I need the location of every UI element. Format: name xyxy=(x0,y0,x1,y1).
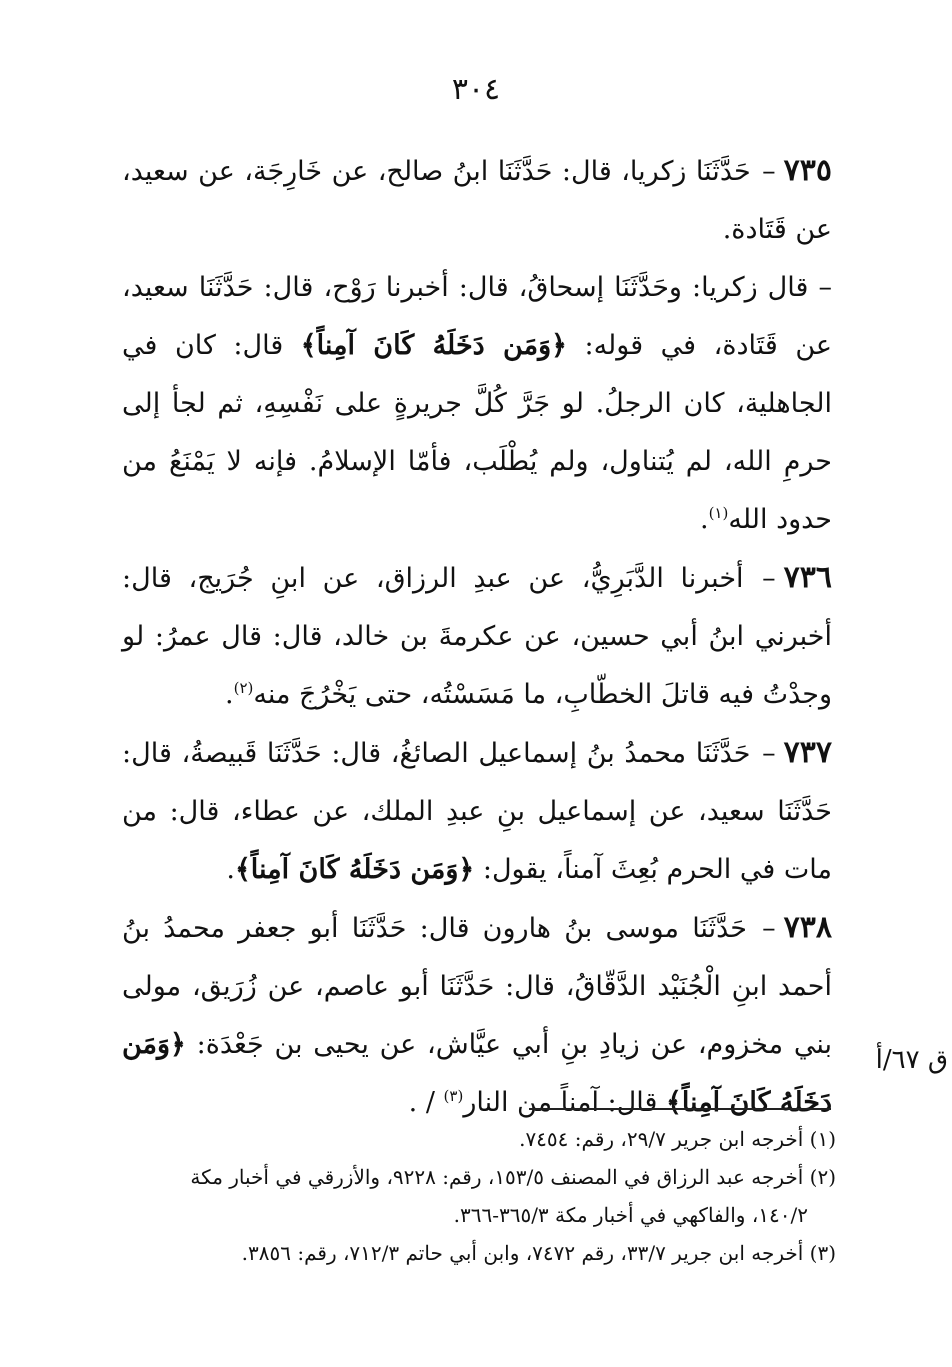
footnote-3: (٣) أخرجه ابن جرير ٣٣/٧، رقم ٧٤٧٢، وابن أبي حاتم ٧١٢/٣، رقم: ٣٨٥٦. xyxy=(241,1241,836,1265)
hadith-text: حَدَّثَنَا محمدُ بنُ إسماعيل الصائغُ، قال: حَدَّثَنَا قَبيصةُ، قال: حَدَّثَنَا سعيد، عن إسماعيل بنِ عبدِ الملك، عن عطاء، قال: من مات في الحرم بُعِثَ آمناً، يقول: xyxy=(122,738,832,885)
sentence-end: / . xyxy=(408,1087,435,1118)
hadith-number: ٧٣٦ xyxy=(783,560,832,595)
footnote-2: (٢) أخرجه عبد الرزاق في المصنف ١٥٣/٥، رقم: ٩٢٢٨، والأزرقي في أخبار مكة ١٤٠/٢، والفاكهي في أخبار مكة ٣٦٥/٣-٣٦٦. xyxy=(190,1165,836,1227)
hadith-738 xyxy=(122,899,832,1132)
footnote-ref[interactable]: (٣) xyxy=(443,1087,464,1105)
hadith-736 xyxy=(122,549,832,724)
footnotes xyxy=(146,1120,836,1272)
quran-verse: ﴿وَمَن دَخَلَهُ كَانَ آمِناً﴾ xyxy=(234,854,475,885)
quran-verse: ﴿وَمَن دَخَلَهُ كَانَ آمِناً﴾ xyxy=(122,1029,832,1118)
hadith-text: قال زكريا: وحَدَّثَنَا إسحاقُ، قال: أخبرنا رَوْح، قال: حَدَّثَنَا سعيد، عن قَتَادة، في قوله: xyxy=(122,272,832,361)
footnote-1: (١) أخرجه ابن جرير ٢٩/٧، رقم: ٧٤٥٤. xyxy=(519,1127,836,1151)
hadith-735-continued xyxy=(122,259,832,549)
sentence-end: . xyxy=(226,854,235,885)
page-number: ٣٠٤ xyxy=(451,72,501,107)
hadith-735 xyxy=(122,142,832,259)
footnote-ref[interactable]: (١) xyxy=(708,504,729,522)
hadith-text: حَدَّثَنَا موسى بنُ هارون قال: حَدَّثَنَا أبو جعفر محمدُ بنُ أحمد ابنِ الْجُنَيْد الدَّقّاقُ، قال: حَدَّثَنَا أبو عاصم، عن زُرَيق، مولى بني مخزوم، عن زيادِ بنِ أبي عيَّاش، عن يحيى بن جَعْدَة: xyxy=(122,913,832,1060)
sentence-end: . xyxy=(699,504,709,535)
footnote-ref[interactable]: (٢) xyxy=(233,679,254,697)
hadith-number: ٧٣٥ xyxy=(783,153,832,188)
hadith-text-continued: قال: كان في الجاهلية، كان الرجلُ. لو جَرَّ كُلَّ جريرةٍ على نَفْسِهِ، ثم لجأ إلى حرمِ الله، لم يُتناول، ولم يُطْلَب، فأمّا الإسلامُ. فإنه لا يَمْنَعُ من حدود الله xyxy=(122,330,832,535)
sentence-end: . xyxy=(224,679,234,710)
hadith-number: ٧٣٨ xyxy=(783,910,832,945)
dash: – xyxy=(762,913,776,944)
dash: – xyxy=(762,563,776,594)
dash: – xyxy=(762,156,776,187)
footnote-divider xyxy=(529,1108,831,1110)
manuscript-folio-note: ق ٦٧/أ xyxy=(875,1045,948,1075)
dash: – xyxy=(818,272,832,303)
hadith-text: حَدَّثَنَا زكريا، قال: حَدَّثَنَا ابنُ صالح، عن خَارِجَة، عن سعيد، عن قَتَادة. xyxy=(122,156,832,245)
hadith-text: أخبرنا الدَّبَرِيُّ، عن عبدِ الرزاق، عن ابنِ جُرَيج، قال: أخبرني ابنُ أبي حسين، عن عكرمةَ بن خالد، قال: قال عمرُ: لو وجدْتُ فيه قاتلَ الخطّابِ، ما مَسَسْتُه، حتى يَخْرُجَ منه xyxy=(122,563,832,710)
hadith-text-continued: قال: آمناً من النار xyxy=(463,1087,658,1118)
dash: – xyxy=(762,738,776,769)
main-text xyxy=(122,142,832,1132)
hadith-737 xyxy=(122,724,832,899)
quran-verse: ﴿وَمَن دَخَلَهُ كَانَ آمِناً﴾ xyxy=(300,330,567,361)
hadith-number: ٧٣٧ xyxy=(783,735,832,770)
